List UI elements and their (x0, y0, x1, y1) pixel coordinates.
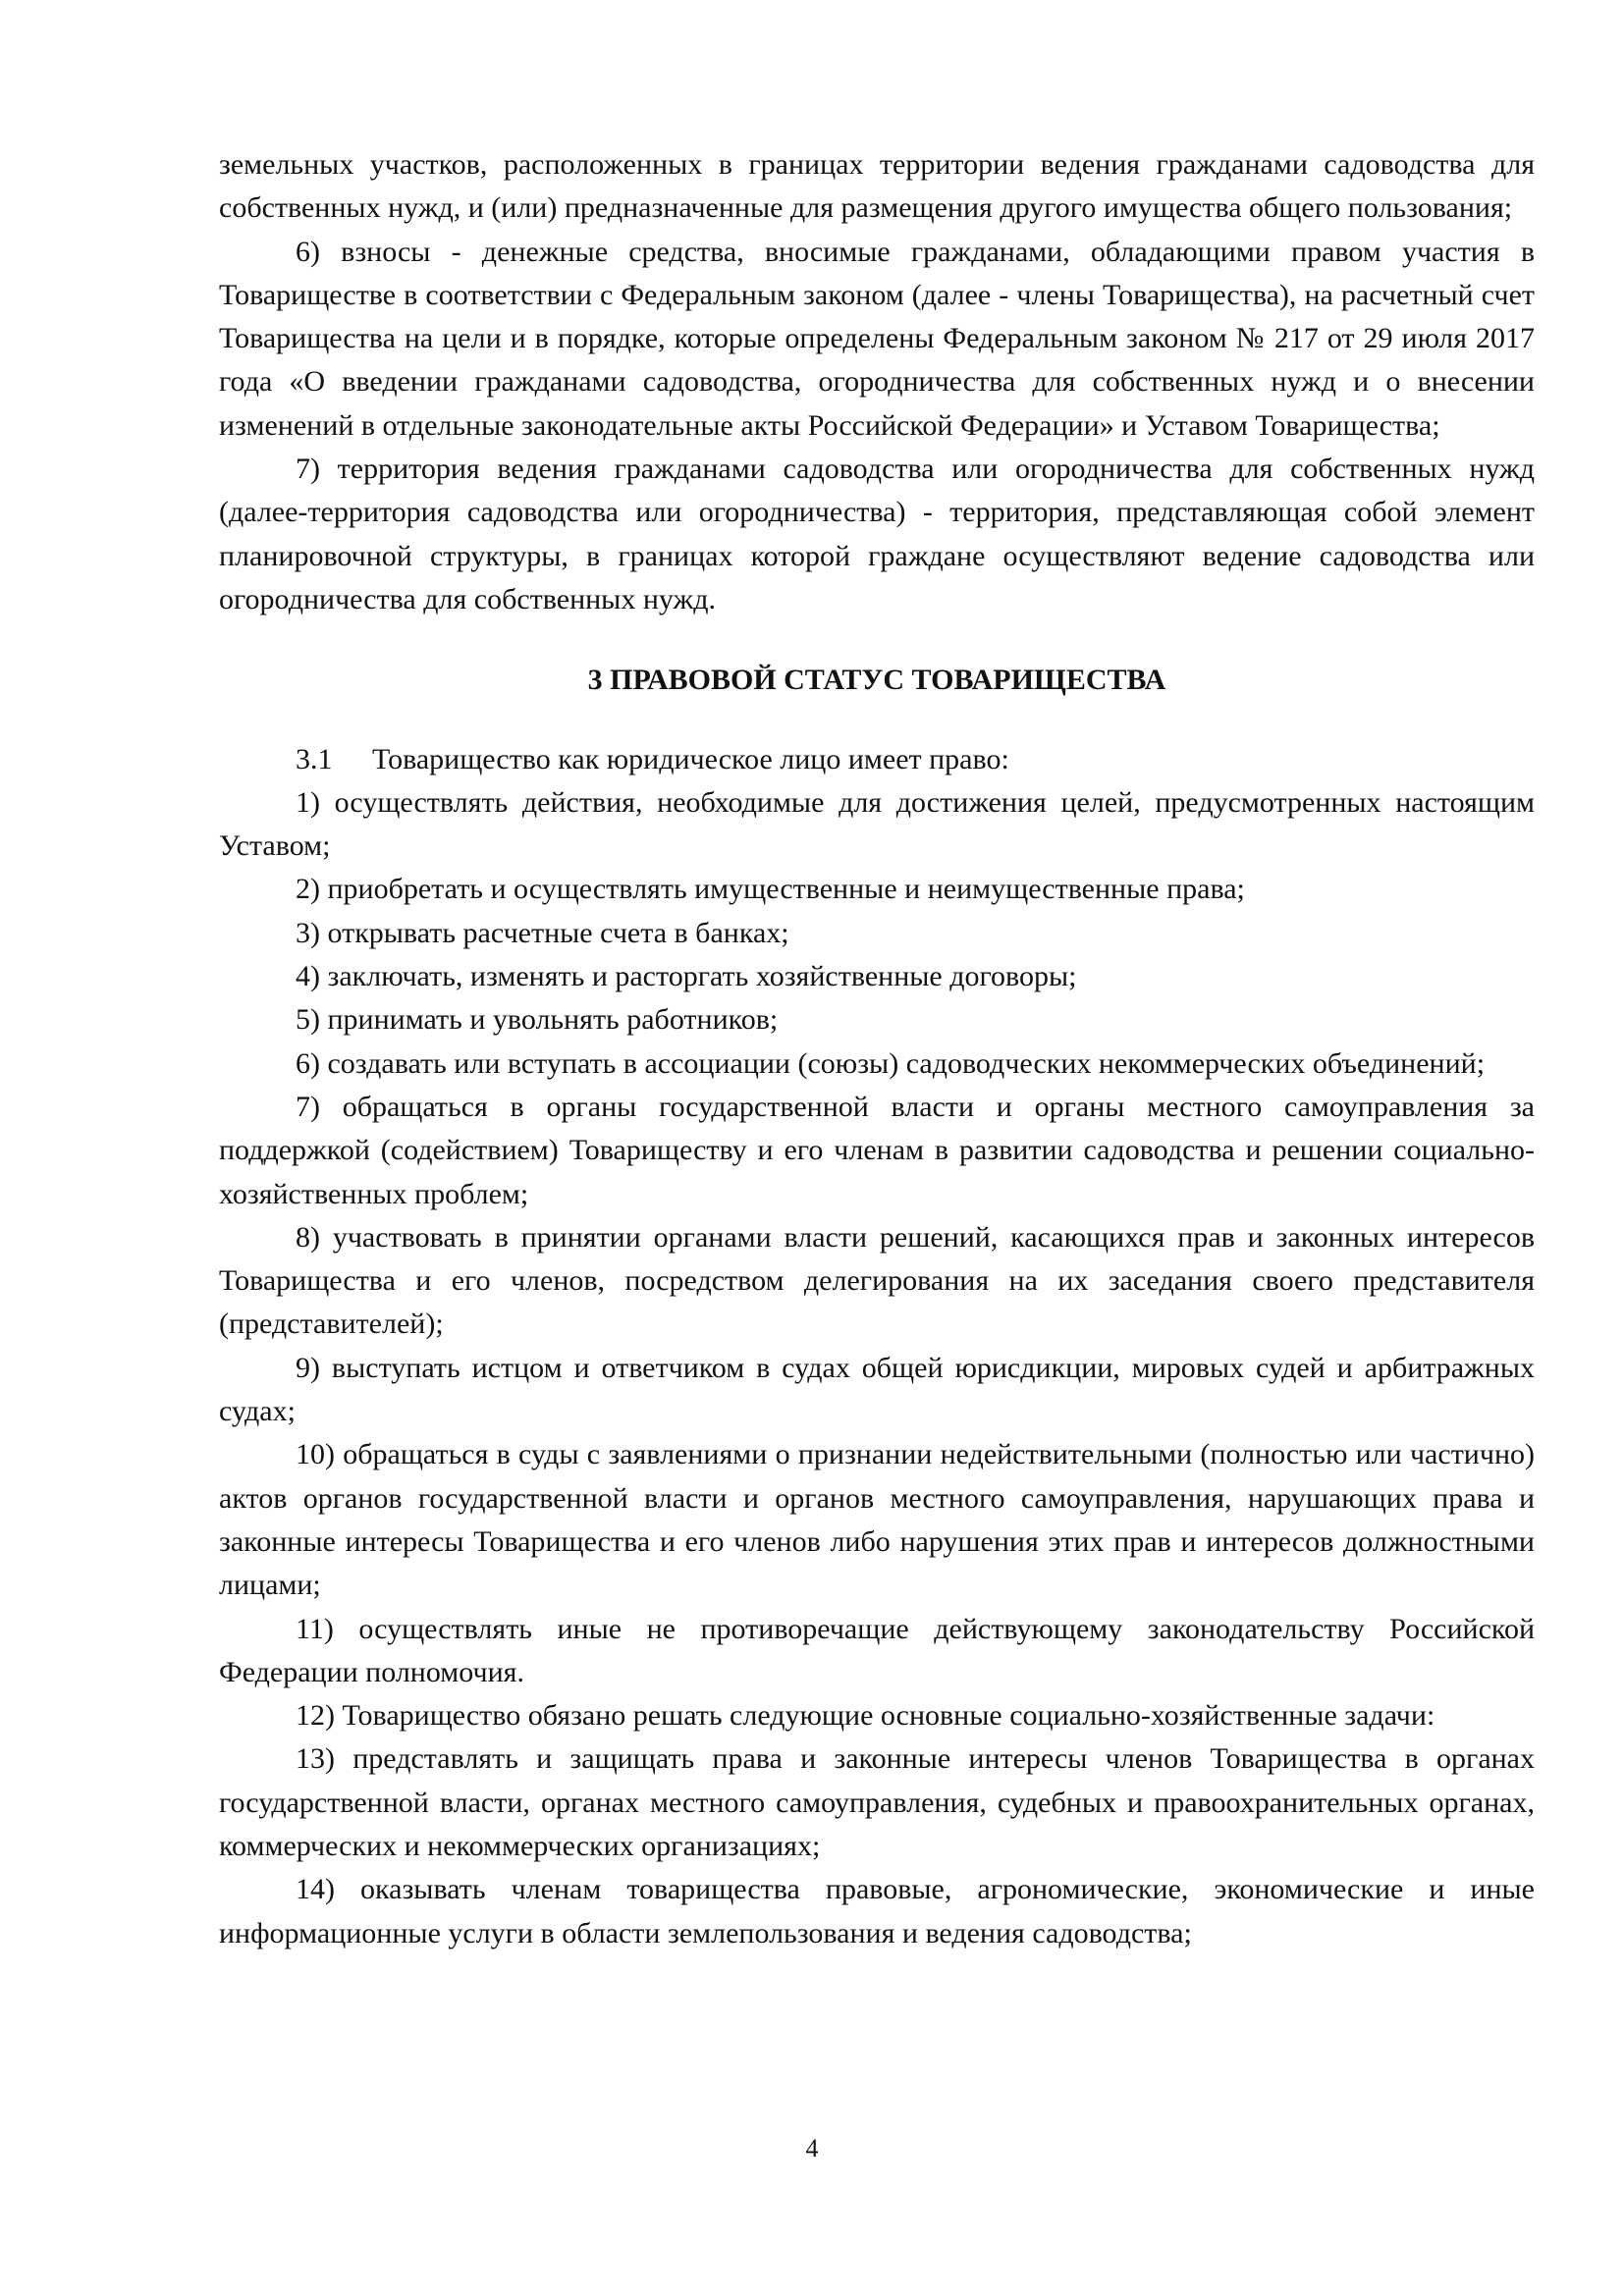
list-item: 4) заключать, изменять и расторгать хозяйственные договоры; (296, 960, 1077, 993)
list-item: 12) Товарищество обязано решать следующие основные социально-хозяйственные задачи: (296, 1699, 1435, 1733)
list-item: 8) участвовать в принятии органами власти решений, касающихся прав и законных интересов Товарищества и его членов, посредством делегирования на их заседания своего представителя (представителей); (219, 1220, 1535, 1341)
list-item: 9) выступать истцом и ответчиком в судах общей юрисдикции, мировых судей и арбитражных судах; (219, 1351, 1535, 1428)
subsection-number: 3.1 (296, 742, 333, 775)
section-heading: 3 ПРАВОВОЙ СТАТУС ТОВАРИЩЕСТВА (587, 664, 1166, 697)
list-item: 3) открывать расчетные счета в банках; (296, 916, 789, 949)
list-item: 1) осуществлять действия, необходимые для достижения целей, предусмотренных настоящим Уставом; (219, 785, 1535, 863)
subsection-text: Товарищество как юридическое лицо имеет право: (372, 742, 1009, 775)
list-item: 7) обращаться в органы государственной власти и органы местного самоуправления за поддержкой (содействием) Товариществу и его членам в развитии садоводства и решении социально-хозяйственных проблем; (219, 1090, 1535, 1210)
list-item: 6) создавать или вступать в ассоциации (союзы) садоводческих некоммерческих объединений; (296, 1046, 1486, 1080)
paragraph-continuation: земельных участков, расположенных в границах территории ведения гражданами садоводства для собственных нужд, и (или) предназначенные для размещения другого имущества общего пользования; (219, 148, 1535, 225)
page-number: 4 (805, 2134, 819, 2163)
document-page (219, 143, 1535, 1955)
list-item: 11) осуществлять иные не противоречащие действующему законодательству Российской Федерации полномочия. (219, 1612, 1535, 1688)
list-item: 2) приобретать и осуществлять имущественные и неимущественные права; (296, 873, 1245, 906)
subsection-3-1 (219, 738, 1535, 781)
list-item: 13) представлять и защищать права и законные интересы членов Товарищества в органах государственной власти, органах местного самоуправления, судебных и правоохранительных органах, коммерческих и некоммерческих организациях; (219, 1742, 1535, 1862)
list-item: 10) обращаться в суды с заявлениями о признании недействительными (полностью или частично) актов органов государственной власти и органов местного самоуправления, нарушающих права и законные интересы Товарищества и его членов либо нарушения этих прав и интересов должностными лицами; (219, 1438, 1535, 1602)
paragraph-item-7-territory: 7) территория ведения гражданами садоводства или огородничества для собственных нужд (далее-территория садоводства или огородничества) - территория, представляющая собой элемент планировочной структуры, в границах которой граждане осуществляют ведение садоводства или огородничества для собственных нужд. (219, 453, 1535, 615)
paragraph-item-6-contributions: 6) взносы - денежные средства, вносимые гражданами, обладающими правом участия в Товариществе в соответствии с Федеральным законом (далее - члены Товарищества), на расчетный счет Товарищества на цели и в порядке, которые определены Федеральным законом № 217 от 29 июля 2017 года «О введении гражданами садоводства, огородничества для собственных нужд и о внесении изменений в отдельные законодательные акты Российской Федерации» и Уставом Товарищества; (219, 235, 1535, 442)
list-item: 5) принимать и увольнять работников; (296, 1003, 779, 1037)
list-item: 14) оказывать членам товарищества правовые, агрономические, экономические и иные информационные услуги в области землепользования и ведения садоводства; (219, 1873, 1535, 1949)
